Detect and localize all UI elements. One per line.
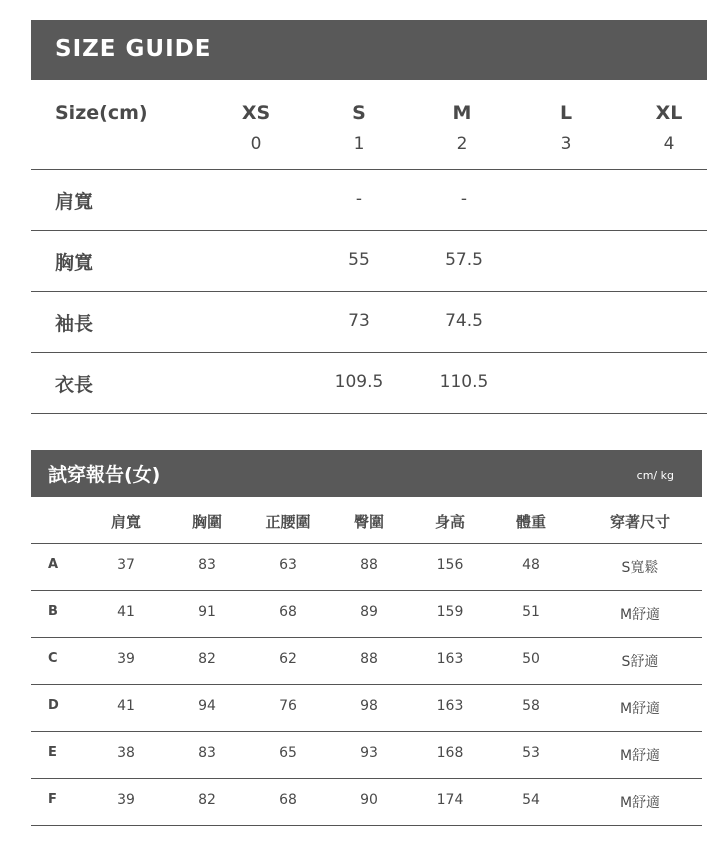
cell-height: 159 xyxy=(436,604,464,620)
header-waist: 正腰圍 xyxy=(265,513,311,531)
size-guide-title: SIZE GUIDE xyxy=(55,36,212,62)
cell-bust: 82 xyxy=(198,651,216,667)
cell-weight: 48 xyxy=(522,557,540,573)
size-name: M xyxy=(452,102,472,124)
measure-label: 衣長 xyxy=(55,374,94,396)
cell-worn-size: M舒適 xyxy=(619,748,661,764)
cell-height: 163 xyxy=(436,651,464,667)
size-col-l xyxy=(526,102,606,154)
cell-bust: 83 xyxy=(198,557,216,573)
measure-value-s: - xyxy=(355,189,363,209)
tester-id: D xyxy=(48,698,59,713)
size-number: 2 xyxy=(456,134,468,154)
cell-height: 163 xyxy=(436,698,464,714)
size-guide-header xyxy=(31,20,707,80)
cell-weight: 54 xyxy=(522,792,540,808)
size-row-length xyxy=(31,353,707,414)
fitting-report-head-row xyxy=(31,497,702,544)
table-row xyxy=(31,638,702,685)
size-row-sleeve xyxy=(31,292,707,353)
cell-hip: 89 xyxy=(360,604,378,620)
cell-bust: 82 xyxy=(198,792,216,808)
measure-value-m: 57.5 xyxy=(445,250,483,270)
measure-value-s: 73 xyxy=(348,311,370,331)
tester-id: F xyxy=(48,792,57,807)
size-number: 1 xyxy=(353,134,365,154)
table-row xyxy=(31,544,702,591)
cell-weight: 50 xyxy=(522,651,540,667)
size-guide-head-row xyxy=(31,80,707,170)
table-row xyxy=(31,732,702,779)
cell-waist: 62 xyxy=(279,651,297,667)
cell-shoulder: 37 xyxy=(117,557,135,573)
cell-waist: 68 xyxy=(279,604,297,620)
size-number: 0 xyxy=(250,134,262,154)
unit-label: cm/ kg xyxy=(636,469,674,482)
fitting-report-title: 試穿報告(女) xyxy=(48,464,161,486)
size-name: S xyxy=(352,102,366,124)
header-hip: 臀圍 xyxy=(353,513,384,531)
size-unit-label: Size(cm) xyxy=(55,102,148,124)
size-name: XS xyxy=(241,102,271,124)
size-col-s xyxy=(319,102,399,154)
tester-id: E xyxy=(48,745,57,760)
tester-id: B xyxy=(48,604,58,619)
size-row-shoulder xyxy=(31,170,707,231)
table-row xyxy=(31,685,702,732)
size-number: 4 xyxy=(663,134,675,154)
cell-bust: 94 xyxy=(198,698,216,714)
size-number: 3 xyxy=(560,134,572,154)
tester-id: C xyxy=(48,651,58,666)
cell-hip: 98 xyxy=(360,698,378,714)
header-height: 身高 xyxy=(434,513,465,531)
cell-worn-size: M舒適 xyxy=(619,701,661,717)
cell-worn-size: S寬鬆 xyxy=(621,560,659,576)
cell-shoulder: 41 xyxy=(117,604,135,620)
measure-value-s: 109.5 xyxy=(334,372,384,392)
header-shoulder: 肩寬 xyxy=(110,513,141,531)
cell-weight: 51 xyxy=(522,604,540,620)
cell-height: 156 xyxy=(436,557,464,573)
size-guide-table xyxy=(31,80,707,414)
cell-bust: 83 xyxy=(198,745,216,761)
cell-height: 174 xyxy=(436,792,464,808)
cell-shoulder: 39 xyxy=(117,792,135,808)
fitting-report-header xyxy=(31,450,702,497)
size-col-xs xyxy=(216,102,296,154)
size-row-chest xyxy=(31,231,707,292)
header-bust: 胸圍 xyxy=(191,513,222,531)
cell-shoulder: 39 xyxy=(117,651,135,667)
measure-value-s: 55 xyxy=(348,250,370,270)
size-name: XL xyxy=(655,102,683,124)
cell-hip: 93 xyxy=(360,745,378,761)
cell-hip: 90 xyxy=(360,792,378,808)
measure-value-m: - xyxy=(460,189,468,209)
cell-waist: 76 xyxy=(279,698,297,714)
measure-value-m: 74.5 xyxy=(445,311,483,331)
cell-worn-size: S舒適 xyxy=(621,654,659,670)
measure-label: 肩寬 xyxy=(55,191,94,213)
cell-hip: 88 xyxy=(360,651,378,667)
header-worn-size: 穿著尺寸 xyxy=(609,513,670,531)
cell-worn-size: M舒適 xyxy=(619,607,661,623)
fitting-report-table xyxy=(31,497,702,826)
cell-hip: 88 xyxy=(360,557,378,573)
cell-shoulder: 41 xyxy=(117,698,135,714)
cell-weight: 53 xyxy=(522,745,540,761)
measure-label: 袖長 xyxy=(55,313,94,335)
cell-waist: 68 xyxy=(279,792,297,808)
size-col-m xyxy=(422,102,502,154)
fitting-report-rows xyxy=(31,544,702,826)
measure-value-m: 110.5 xyxy=(439,372,489,392)
cell-weight: 58 xyxy=(522,698,540,714)
cell-waist: 65 xyxy=(279,745,297,761)
cell-height: 168 xyxy=(436,745,464,761)
table-row xyxy=(31,779,702,826)
cell-waist: 63 xyxy=(279,557,297,573)
cell-bust: 91 xyxy=(198,604,216,620)
size-col-xl xyxy=(629,102,709,154)
cell-worn-size: M舒適 xyxy=(619,795,661,811)
size-name: L xyxy=(559,102,573,124)
cell-shoulder: 38 xyxy=(117,745,135,761)
measure-label: 胸寬 xyxy=(55,252,94,274)
header-weight: 體重 xyxy=(515,513,546,531)
table-row xyxy=(31,591,702,638)
tester-id: A xyxy=(48,557,59,572)
